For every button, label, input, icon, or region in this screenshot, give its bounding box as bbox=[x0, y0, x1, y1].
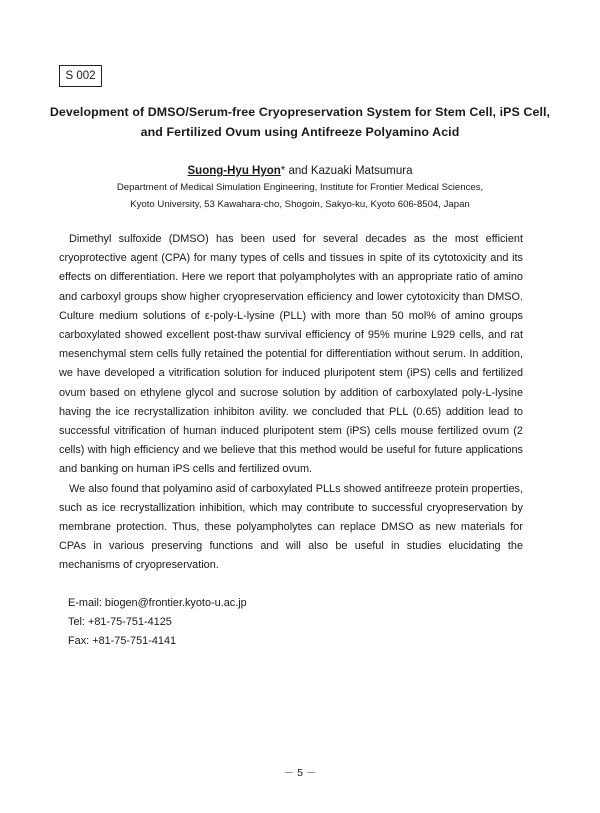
affiliation-line-1: Department of Medical Simulation Engineering, Institute for Frontier Medical Sciences, bbox=[116, 182, 484, 193]
contact-info bbox=[68, 594, 247, 651]
affiliation-line-2: Kyoto University, 53 Kawahara-cho, Shogoin, Sakyo-ku, Kyoto 606-8504, Japan bbox=[130, 199, 470, 210]
presenter-mark: * bbox=[280, 165, 286, 177]
contact-email: E-mail: biogen@frontier.kyoto-u.ac.jp bbox=[68, 597, 247, 609]
presenting-author: Suong-Hyu Hyon bbox=[187, 165, 281, 177]
affiliation bbox=[40, 179, 560, 213]
author-line bbox=[0, 163, 600, 179]
abstract-body bbox=[59, 230, 523, 576]
abstract-paragraph-2: We also found that polyamino asid of carboxylated PLLs showed antifreeze protein properties, such as ice recrystallization inhibition, which may contribute to successful cryopreservation by membrane protection. Thus, these polyampholytes can replace DMSO as new materials for CPAs in various preserving functions and will also be useful in studies elucidating the mechanisms of cryopreservation. bbox=[59, 482, 523, 572]
paper-title: Development of DMSO/Serum-free Cryopreservation System for Stem Cell, iPS Cell, and Fertilized Ovum using Antifreeze Polyamino Acid bbox=[49, 105, 551, 139]
coauthor: Kazuaki Matsumura bbox=[310, 165, 413, 177]
abstract-paragraph-1: Dimethyl sulfoxide (DMSO) has been used for several decades as the most efficient cryoprotective agent (CPA) for many types of cells and tissues in spite of its cytotoxicity and its effects on differentiation. Here we report that polyampholytes with an appropriate ratio of amino and carboxyl groups show higher cryopreservation efficiency and lower cytotoxicity than DMSO. Culture medium solutions of ε-poly-L-lysine (PLL) with more than 50 mol% of amino groups carboxylated showed excellent post-thaw survival efficiency of 95% murine L929 cells, and rat mesenchymal stem cells fully retained the potential for differentiation without serum. In addition, we have developed a vitrification solution for induced pluripotent stem (iPS) cells and fertilized ovum based on ethylene glycol and sucrose solution by addition of carboxylated poly-L-lysine having the ice recrystallization inhibiton avility. we concluded that PLL (0.65) addition lead to successful vitrification of human induced pluripotent stem (iPS) cells mouse fertilized ovum (2 cells) with high efficiency and we believe that this method would be useful for future applications and banking on human iPS cells and fertilized ovum. bbox=[59, 233, 523, 476]
author-connector: and bbox=[285, 165, 311, 177]
page-number: － 5 － bbox=[283, 767, 317, 779]
contact-tel: Tel: +81-75-751-4125 bbox=[68, 616, 172, 628]
contact-fax: Fax: +81-75-751-4141 bbox=[68, 635, 177, 647]
session-code-box bbox=[59, 65, 102, 87]
session-code: S 002 bbox=[65, 70, 96, 82]
